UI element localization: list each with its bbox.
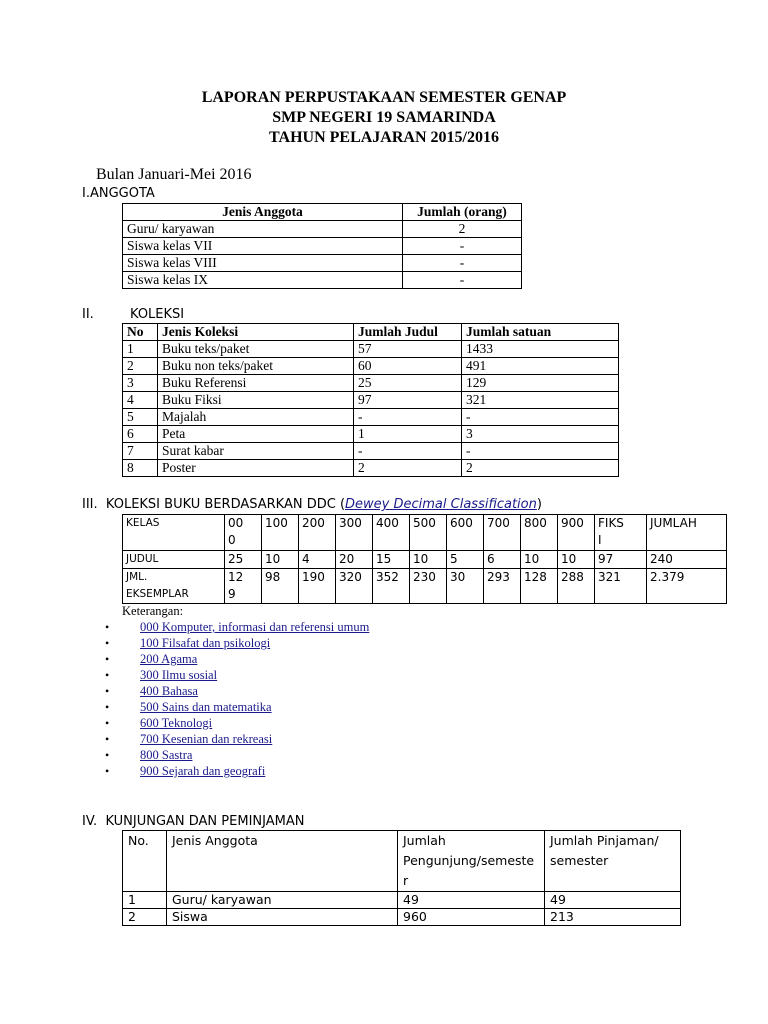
kunjungan-jenis: Siswa [167, 909, 398, 926]
ddc-cell: 293 [484, 569, 521, 604]
ddc-cell: 10 [262, 551, 299, 569]
koleksi-col-judul: Jumlah Judul [354, 324, 462, 341]
ddc-cell: 300 [336, 515, 373, 551]
ddc-cell: 00 0 [225, 515, 262, 551]
ddc-cell: 800 [521, 515, 558, 551]
kunjungan-no: 1 [123, 892, 167, 909]
table-row [123, 358, 619, 375]
ddc-cell: 190 [299, 569, 336, 604]
anggota-table [122, 203, 522, 289]
koleksi-jenis: Majalah [158, 409, 354, 426]
anggota-col-jumlah: Jumlah (orang) [403, 204, 522, 221]
bullet-icon: • [105, 700, 110, 714]
table-row [123, 238, 522, 255]
anggota-jumlah: 2 [403, 221, 522, 238]
koleksi-judul: 25 [354, 375, 462, 392]
ddc-wiki-link[interactable]: Dewey Decimal Classification [345, 497, 537, 512]
koleksi-col-jenis: Jenis Koleksi [158, 324, 354, 341]
ddc-cell: 4 [299, 551, 336, 569]
ddc-cell: 400 [373, 515, 410, 551]
list-item [105, 651, 369, 667]
koleksi-jenis: Buku Fiksi [158, 392, 354, 409]
list-item [105, 747, 369, 763]
ddc-cell: 10 [410, 551, 447, 569]
ddc-cell: 25 [225, 551, 262, 569]
bullet-icon: • [105, 636, 110, 650]
section-ddc-title: KOLEKSI BUKU BERDASARKAN DDC ( [105, 497, 346, 512]
anggota-jenis: Siswa kelas VIII [123, 255, 403, 272]
koleksi-judul: 97 [354, 392, 462, 409]
koleksi-satuan: 491 [462, 358, 619, 375]
ddc-legend-link[interactable]: 700 Kesenian dan rekreasi [140, 732, 273, 746]
list-item [105, 763, 369, 779]
anggota-jenis: Siswa kelas IX [123, 272, 403, 289]
koleksi-no: 2 [123, 358, 158, 375]
ddc-legend-link[interactable]: 800 Sastra [140, 748, 193, 762]
report-title-line3: TAHUN PELAJARAN 2015/2016 [269, 129, 499, 146]
koleksi-jenis: Surat kabar [158, 443, 354, 460]
koleksi-no: 3 [123, 375, 158, 392]
ddc-row-eksemplar [123, 569, 727, 604]
koleksi-jenis: Buku non teks/paket [158, 358, 354, 375]
ddc-cell: 97 [595, 551, 647, 569]
table-row [123, 375, 619, 392]
koleksi-col-no: No [123, 324, 158, 341]
table-row [123, 392, 619, 409]
ddc-cell: 15 [373, 551, 410, 569]
ddc-legend-link[interactable]: 500 Sains dan matematika [140, 700, 272, 714]
koleksi-judul: - [354, 443, 462, 460]
kunjungan-pinjaman: 49 [545, 892, 681, 909]
kunjungan-pengunjung: 960 [398, 909, 545, 926]
list-item [105, 667, 369, 683]
table-row [123, 892, 681, 909]
koleksi-satuan: 321 [462, 392, 619, 409]
section-koleksi-number: II. [82, 307, 94, 322]
ddc-cell: 500 [410, 515, 447, 551]
koleksi-satuan: - [462, 409, 619, 426]
ddc-cell: 20 [336, 551, 373, 569]
bullet-icon: • [105, 652, 110, 666]
report-title-line2: SMP NEGERI 19 SAMARINDA [272, 109, 496, 126]
ddc-cell: 600 [447, 515, 484, 551]
ddc-cell: 2.379 [647, 569, 727, 604]
kunjungan-pinjaman: 213 [545, 909, 681, 926]
ddc-cell: 352 [373, 569, 410, 604]
anggota-jenis: Guru/ karyawan [123, 221, 403, 238]
koleksi-jenis: Peta [158, 426, 354, 443]
table-row [123, 272, 522, 289]
anggota-col-jenis: Jenis Anggota [123, 204, 403, 221]
anggota-jumlah: - [403, 255, 522, 272]
ddc-legend-link[interactable]: 300 Ilmu sosial [140, 668, 218, 682]
koleksi-col-satuan: Jumlah satuan [462, 324, 619, 341]
koleksi-no: 5 [123, 409, 158, 426]
bullet-icon: • [105, 620, 110, 634]
ddc-cell: 230 [410, 569, 447, 604]
list-item [105, 683, 369, 699]
koleksi-no: 1 [123, 341, 158, 358]
ddc-cell: JUMLAH [647, 515, 727, 551]
report-period: Bulan Januari-Mei 2016 [96, 166, 252, 183]
section-ddc-number: III. [82, 497, 98, 512]
kunjungan-col-jenis: Jenis Anggota [167, 831, 398, 892]
koleksi-no: 8 [123, 460, 158, 477]
bullet-icon: • [105, 716, 110, 730]
kunjungan-table [122, 830, 681, 926]
koleksi-satuan: 1433 [462, 341, 619, 358]
ddc-table [122, 514, 727, 604]
ddc-cell: 10 [521, 551, 558, 569]
table-row [123, 443, 619, 460]
koleksi-judul: 57 [354, 341, 462, 358]
koleksi-no: 6 [123, 426, 158, 443]
ddc-cell: 30 [447, 569, 484, 604]
ddc-legend-link[interactable]: 400 Bahasa [140, 684, 198, 698]
ddc-cell: 12 9 [225, 569, 262, 604]
ddc-cell: 10 [558, 551, 595, 569]
koleksi-jenis: Buku Referensi [158, 375, 354, 392]
anggota-jenis: Siswa kelas VII [123, 238, 403, 255]
ddc-row-kelas [123, 515, 727, 551]
bullet-icon: • [105, 764, 110, 778]
table-row [123, 426, 619, 443]
bullet-icon: • [105, 732, 110, 746]
koleksi-judul: 2 [354, 460, 462, 477]
ddc-cell: 6 [484, 551, 521, 569]
ddc-cell: 700 [484, 515, 521, 551]
koleksi-satuan: 2 [462, 460, 619, 477]
koleksi-judul: 1 [354, 426, 462, 443]
kunjungan-col-pinjaman: Jumlah Pinjaman/ semester [545, 831, 681, 892]
ddc-cell: FIKS I [595, 515, 647, 551]
ddc-cell: 100 [262, 515, 299, 551]
ddc-legend-link[interactable]: 900 Sejarah dan geografi [140, 764, 266, 778]
ddc-cell: JML. EKSEMPLAR [123, 569, 225, 604]
bullet-icon: • [105, 684, 110, 698]
table-row [123, 255, 522, 272]
anggota-jumlah: - [403, 272, 522, 289]
ddc-cell: KELAS [123, 515, 225, 551]
kunjungan-col-no: No. [123, 831, 167, 892]
section-ddc-heading [82, 497, 542, 512]
ddc-legend-link[interactable]: 000 Komputer, informasi dan referensi umum [140, 620, 370, 634]
ddc-cell: 128 [521, 569, 558, 604]
koleksi-jenis: Buku teks/paket [158, 341, 354, 358]
bullet-icon: • [105, 748, 110, 762]
anggota-jumlah: - [403, 238, 522, 255]
ddc-keterangan-label: Keterangan: [122, 604, 184, 618]
ddc-cell: 900 [558, 515, 595, 551]
list-item [105, 715, 369, 731]
kunjungan-pengunjung: 49 [398, 892, 545, 909]
section-ddc-close: ) [536, 497, 542, 512]
koleksi-judul: 60 [354, 358, 462, 375]
ddc-cell: 321 [595, 569, 647, 604]
list-item [105, 619, 369, 635]
koleksi-satuan: 3 [462, 426, 619, 443]
section-anggota-heading: I.ANGGOTA [82, 186, 155, 201]
kunjungan-no: 2 [123, 909, 167, 926]
koleksi-no: 4 [123, 392, 158, 409]
koleksi-satuan: 129 [462, 375, 619, 392]
kunjungan-header-row [123, 831, 681, 892]
bullet-icon: • [105, 668, 110, 682]
ddc-cell: 240 [647, 551, 727, 569]
koleksi-table [122, 323, 619, 477]
list-item [105, 699, 369, 715]
section-koleksi-heading: KOLEKSI [130, 307, 185, 322]
table-row [123, 460, 619, 477]
ddc-legend-link[interactable]: 200 Agama [140, 652, 198, 666]
ddc-legend-link[interactable]: 100 Filsafat dan psikologi [140, 636, 271, 650]
ddc-cell: 320 [336, 569, 373, 604]
koleksi-no: 7 [123, 443, 158, 460]
ddc-cell: 288 [558, 569, 595, 604]
kunjungan-jenis: Guru/ karyawan [167, 892, 398, 909]
ddc-legend-list [105, 619, 369, 779]
kunjungan-col-pengunjung: Jumlah Pengunjung/semeste r [398, 831, 545, 892]
ddc-cell: 5 [447, 551, 484, 569]
ddc-cell: 98 [262, 569, 299, 604]
list-item [105, 635, 369, 651]
koleksi-jenis: Poster [158, 460, 354, 477]
ddc-cell: JUDUL [123, 551, 225, 569]
table-row [123, 341, 619, 358]
table-row [123, 409, 619, 426]
ddc-row-judul [123, 551, 727, 569]
ddc-legend-link[interactable]: 600 Teknologi [140, 716, 213, 730]
koleksi-satuan: - [462, 443, 619, 460]
ddc-cell: 200 [299, 515, 336, 551]
koleksi-judul: - [354, 409, 462, 426]
section-kunjungan-heading: IV. KUNJUNGAN DAN PEMINJAMAN [82, 814, 305, 829]
report-title-line1: LAPORAN PERPUSTAKAAN SEMESTER GENAP [201, 89, 567, 106]
table-row [123, 909, 681, 926]
list-item [105, 731, 369, 747]
table-row [123, 221, 522, 238]
